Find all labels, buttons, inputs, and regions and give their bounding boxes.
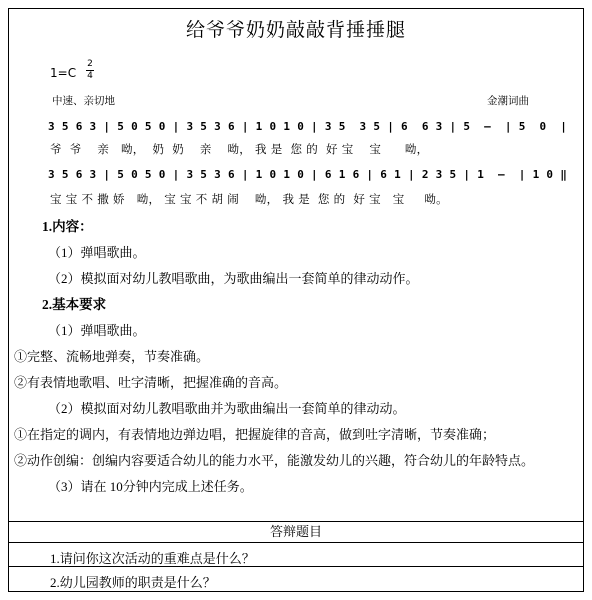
content-item-2: （2）模拟面对幼儿教唱歌曲，为歌曲编出一套简单的律动动作。 [48,271,419,286]
task-content [14,214,576,500]
qa-header: 答辩题目 [8,521,584,543]
song-title: 给爷爷奶奶敲敲背捶捶腿 [185,19,406,41]
section-content-title: 1.内容： [42,219,93,234]
tempo-marking: 中速、亲切地 [52,95,115,107]
content-item-1: （1）弹唱歌曲。 [48,245,146,260]
notation-row-1: 3 5 6 3 | 5 0 5 0 | 3 5 3 6 | 1 0 1 0 | 3 5 3 5 | 6 6 3 | 5 – | 5 0 | [48,120,568,133]
lyrics-row-2: 宝 宝 不 撒 娇 呦， 宝 宝 不 胡 闹 呦， 我 是 您 的 好 宝 宝 呦。 [50,192,448,206]
author-credit: 金潮词曲 [487,95,529,107]
question-2: 2.幼儿园教师的职责是什么？ [50,575,216,590]
time-bottom: 4 [87,71,93,81]
question-1: 1.请问你这次活动的重难点是什么？ [50,551,255,566]
requirement-sub-3: ①在指定的调内，有表情地边弹边唱，把握旋律的音高，做到吐字清晰，节奏准确； [14,427,496,442]
requirement-sub-2: ②有表情地歌唱、吐字清晰，把握准确的音高。 [14,375,288,390]
notation-row-2: 3 5 6 3 | 5 0 5 0 | 3 5 3 6 | 1 0 1 0 | 6 1 6 | 6 1 | 2 3 5 | 1 – | 1 0 ‖ [48,168,568,181]
key-signature: 1=C [50,66,77,80]
time-signature [86,60,94,81]
requirement-sub-4: ②动作创编：创编内容要适合幼儿的能力水平，能激发幼儿的兴趣，符合幼儿的年龄特点。 [14,453,535,468]
lyrics-row-1: 爷 爷 亲 呦， 奶 奶 亲 呦， 我 是 您 的 好 宝 宝 呦， [50,142,429,156]
time-top: 2 [87,59,93,69]
requirement-item-2: （2）模拟面对幼儿教唱歌曲并为歌曲编出一套简单的律动动。 [48,401,406,416]
requirement-item-1: （1）弹唱歌曲。 [48,323,146,338]
section-requirements-title: 2.基本要求 [42,297,107,312]
requirement-item-3: （3）请在 10分钟内完成上述任务。 [48,479,253,494]
requirement-sub-1: ①完整、流畅地弹奏，节奏准确。 [14,349,210,364]
question-divider [8,566,584,567]
